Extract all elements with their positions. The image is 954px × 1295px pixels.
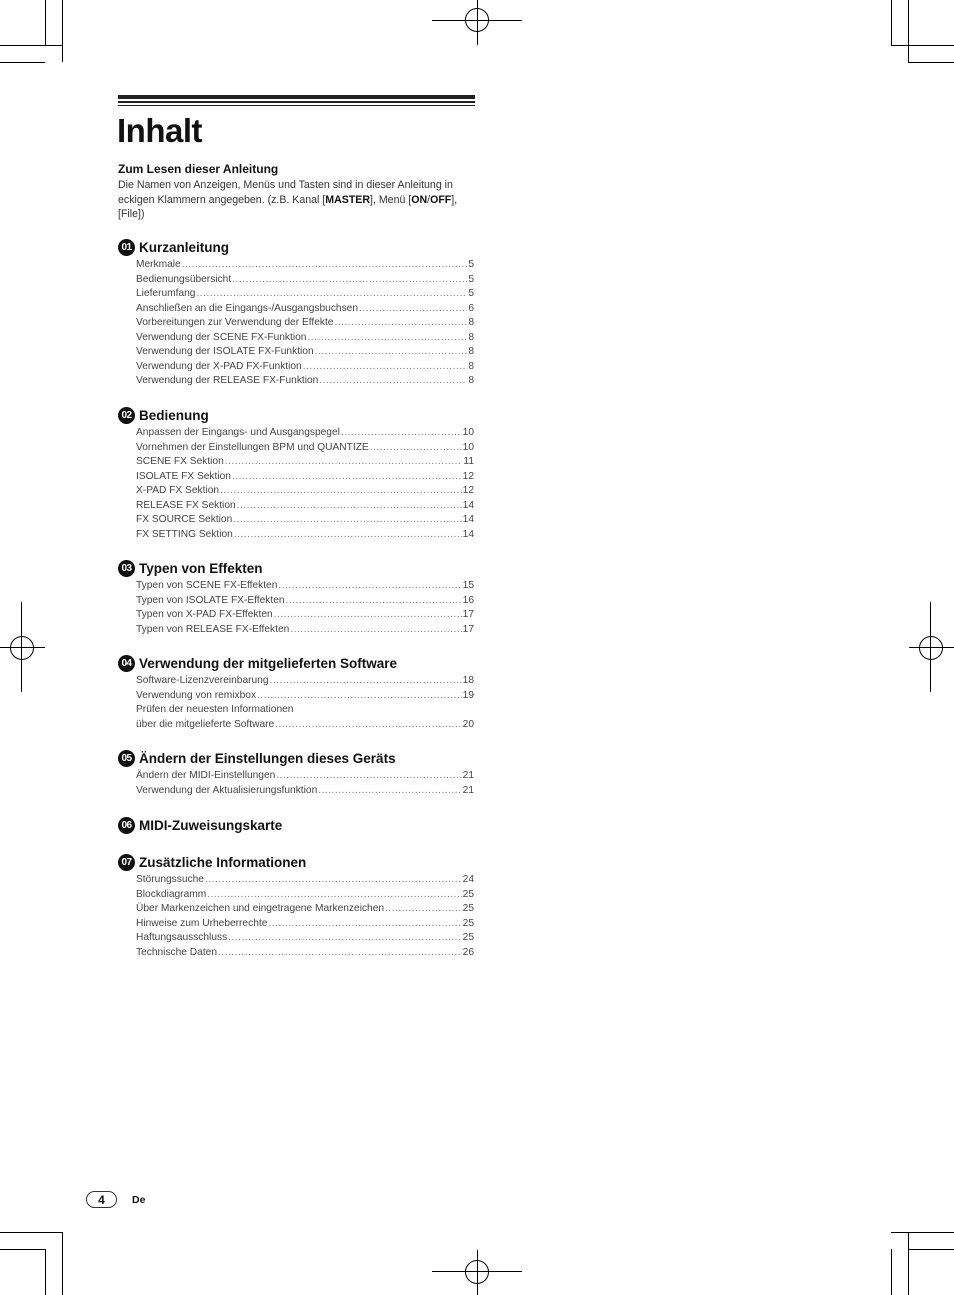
toc-entry-page: 10 [462,427,474,438]
dot-leader [385,902,462,917]
toc-entry-page: 5 [468,259,474,270]
dot-leader [318,784,461,799]
dot-leader [196,287,467,302]
section-heading[interactable] [118,406,474,424]
toc-entry[interactable] [136,302,474,317]
crop-mark [908,1232,909,1295]
toc-entry[interactable] [136,528,474,543]
header-rule [118,95,475,99]
toc-entry[interactable] [136,513,474,528]
toc-entry-label: Ändern der MIDI-Einstellungen [136,770,276,781]
registration-mark-right [909,602,954,692]
toc-entry-page: 12 [462,485,474,496]
toc-list [136,258,474,389]
toc-entry[interactable] [136,360,474,375]
toc-entry[interactable] [136,608,474,623]
intro-text [118,178,478,222]
toc-entry-page: 8 [468,317,474,328]
toc-entry[interactable] [136,579,474,594]
chapter-number-badge: 06 [118,817,135,834]
toc-entry-page: 15 [462,580,474,591]
section-title: Typen von Effekten [139,560,263,576]
toc-entry-page: 18 [462,675,474,686]
intro-off-label: OFF [430,193,452,206]
toc-entry-label: FX SETTING Sektion [136,528,233,540]
toc-entry[interactable] [136,316,474,331]
intro-block [118,162,478,222]
toc-entry-label: Hinweise zum Urheberrechte [136,917,268,929]
registration-mark-top [432,0,522,45]
toc-section-04 [118,654,474,732]
intro-text-part: / [427,193,431,206]
chapter-number-badge: 04 [118,655,135,672]
toc-entry[interactable] [136,426,474,441]
section-title: Zusätzliche Informationen [139,854,307,870]
crop-mark [908,1249,954,1250]
toc-entry-label: Bedienungsübersicht [136,273,232,285]
intro-text-part: ], [File]) [118,193,458,220]
registration-mark-bottom [432,1250,522,1295]
toc-entry-page: 26 [462,946,474,958]
toc-entry-page: 8 [468,346,474,357]
toc-entry-page: 8 [468,375,474,386]
toc-entry-label: Typen von RELEASE FX-Effekten [136,623,290,635]
dot-leader [341,426,462,441]
toc-section-07 [118,853,474,960]
header-rule [118,105,475,106]
toc-section-03 [118,559,474,637]
dot-leader [234,528,462,543]
dot-leader [278,579,461,594]
toc-entry[interactable] [136,888,474,903]
crop-mark [891,1232,954,1233]
crop-mark [0,1249,45,1250]
crop-mark [62,1232,63,1295]
dot-leader [303,360,468,375]
chapter-number-badge: 05 [118,750,135,767]
section-heading[interactable] [118,816,474,834]
section-title: Bedienung [139,407,209,423]
dot-leader [232,273,467,288]
chapter-number-badge: 02 [118,407,135,424]
section-heading[interactable] [118,654,474,672]
toc-list [136,426,474,542]
intro-on-label: ON [411,193,428,206]
toc-entry[interactable] [136,703,474,718]
toc-entry-label: Vorbereitungen zur Verwendung der Effekte [136,317,334,328]
section-heading[interactable] [118,238,474,256]
crop-mark [45,0,46,45]
toc-entry-label: RELEASE FX Sektion [136,499,236,511]
toc-list [136,579,474,637]
toc-entry-label: Verwendung der ISOLATE FX-Funktion [136,346,314,357]
dot-leader [257,689,462,704]
toc-entry-label: Typen von SCENE FX-Effekten [136,580,278,591]
toc-entry-label: Lieferumfang [136,288,196,299]
toc-entry[interactable] [136,470,474,485]
section-title: Kurzanleitung [139,239,229,255]
chapter-number-badge: 03 [118,560,135,577]
toc-entry[interactable] [136,718,474,733]
toc-entry-page: 25 [462,888,474,900]
toc-entry-page: 17 [462,623,474,635]
section-heading[interactable] [118,559,474,577]
toc-section-05 [118,749,474,798]
toc-entry-label: über die mitgelieferte Software [136,718,275,730]
toc-entry-label: Software-Lizenzvereinbarung [136,675,269,686]
toc-entry-label: Typen von ISOLATE FX-Effekten [136,594,285,606]
dot-leader [207,888,461,903]
dot-leader [220,484,462,499]
toc-entry-page: 8 [468,331,474,343]
dot-leader [228,931,461,946]
toc-entry-label: Vornehmen der Einstellungen BPM und QUANTIZE [136,441,369,453]
toc-section-06 [118,816,474,834]
dot-leader [275,718,461,733]
section-title: Verwendung der mitgelieferten Software [139,655,398,671]
toc-entry-label: FX SOURCE Sektion [136,514,233,525]
toc-entry-label: Prüfen der neuesten Informationen [136,704,294,715]
toc-entry-label: Typen von X-PAD FX-Effekten [136,609,273,620]
toc-entry[interactable] [136,784,474,799]
chapter-number-badge: 07 [118,854,135,871]
toc-entry-page: 14 [462,499,474,511]
toc-entry[interactable] [136,674,474,689]
toc-entry[interactable] [136,623,474,638]
dot-leader [334,316,467,331]
toc-entry-label: Merkmale [136,259,181,270]
dot-leader [205,873,462,888]
toc-entry[interactable] [136,902,474,917]
toc-list [136,674,474,732]
dot-leader [307,331,467,346]
toc-entry-page: 25 [462,903,474,914]
crop-mark [45,1249,46,1295]
toc-entry-page: 21 [462,784,474,796]
toc-entry[interactable] [136,689,474,704]
page-title: Inhalt [117,112,202,149]
crop-mark [908,62,954,63]
toc-entry-label: Technische Daten [136,946,217,958]
toc-entry[interactable] [136,441,474,456]
dot-leader [237,499,462,514]
toc-entry-label: Verwendung der SCENE FX-Funktion [136,331,307,343]
page-number: 4 [86,1191,117,1208]
dot-leader [268,917,461,932]
dot-leader [359,302,467,317]
dot-leader [286,594,462,609]
crop-mark [0,62,45,63]
crop-mark [891,1249,892,1295]
dot-leader [182,258,468,273]
toc-entry-page: 14 [462,528,474,540]
toc-entry[interactable] [136,499,474,514]
toc-entry[interactable] [136,273,474,288]
registration-mark-left [0,602,45,692]
section-heading[interactable] [118,853,474,871]
toc-entry[interactable] [136,769,474,784]
toc-list [136,769,474,798]
toc-entry-page: 11 [463,456,474,467]
toc-entry-label: SCENE FX Sektion [136,456,224,467]
toc-entry[interactable] [136,331,474,346]
toc-entry-page: 21 [462,770,474,781]
toc-entry[interactable] [136,594,474,609]
intro-heading: Zum Lesen dieser Anleitung [118,162,279,176]
toc-entry[interactable] [136,484,474,499]
dot-leader [270,674,462,689]
toc-entry-label: Störungssuche [136,874,204,885]
toc-entry-page: 6 [468,302,474,314]
toc-entry[interactable] [136,287,474,302]
toc-entry-label: Verwendung von remixbox [136,689,257,701]
dot-leader [319,374,467,389]
toc-entry-page: 24 [462,874,474,885]
toc-entry-page: 12 [462,470,474,482]
toc-entry[interactable] [136,258,474,273]
toc-entry[interactable] [136,345,474,360]
toc-entry-page: 5 [468,288,474,299]
toc-entry-label: Haftungsausschluss [136,932,228,943]
toc-entry-label: Anschließen an die Eingangs-/Ausgangsbuchsen [136,302,359,314]
dot-leader [232,470,462,485]
chapter-number-badge: 01 [118,239,135,256]
intro-text-part: Die Namen von Anzeigen, Menüs und Tasten sind in dieser Anleitung in eckigen Klammern angegeben. (z.B. Kanal [ [118,179,453,206]
toc-entry-label: Anpassen der Eingangs- und Ausgangspegel [136,427,340,438]
dot-leader [233,513,461,528]
toc-entry-page: 25 [462,917,474,929]
dot-leader [276,769,461,784]
toc-entry-page: 5 [468,273,474,285]
toc-entry-page: 20 [462,718,474,730]
toc-entry-label: Verwendung der X-PAD FX-Funktion [136,360,302,372]
toc-entry[interactable] [136,873,474,888]
crop-mark [62,0,63,62]
dot-leader [290,623,461,638]
toc-entry-label: X-PAD FX Sektion [136,485,220,496]
toc-entry-label: Verwendung der Aktualisierungsfunktion [136,784,318,796]
crop-mark [0,1232,62,1233]
language-code: De [132,1194,146,1206]
toc-entry[interactable] [136,946,474,961]
toc-entry-page: 16 [462,594,474,606]
crop-mark [908,0,909,62]
dot-leader [225,455,463,470]
toc-entry[interactable] [136,931,474,946]
toc-entry-label: Verwendung der RELEASE FX-Funktion [136,375,319,386]
toc-list [136,873,474,960]
toc-entry-page: 8 [468,360,474,372]
crop-mark [891,0,892,45]
toc-section-02 [118,406,474,542]
toc-entry-page: 14 [462,514,474,525]
header-rule [118,101,475,103]
toc-entry[interactable] [136,455,474,470]
toc-entry[interactable] [136,917,474,932]
crop-mark [0,45,62,46]
toc-entry[interactable] [136,374,474,389]
dot-leader [370,441,462,456]
section-title: MIDI-Zuweisungskarte [139,817,283,833]
toc-entry-label: Über Markenzeichen und eingetragene Markenzeichen [136,903,385,914]
intro-text-part: ], Menü [ [370,193,412,206]
crop-mark [891,45,954,46]
toc-entry-page: 17 [462,609,474,620]
dot-leader [218,946,462,961]
toc-entry-page: 25 [462,932,474,943]
section-heading[interactable] [118,749,474,767]
section-title: Ändern der Einstellungen dieses Geräts [139,750,396,766]
toc-section-01 [118,238,474,389]
toc-entry-page: 19 [462,689,474,701]
dot-leader [315,345,468,360]
toc-entry-label: ISOLATE FX Sektion [136,470,231,482]
intro-master-label: MASTER [325,193,371,206]
toc-entry-label: Blockdiagramm [136,888,207,900]
dot-leader [274,608,462,623]
toc-entry-page: 10 [462,441,474,453]
